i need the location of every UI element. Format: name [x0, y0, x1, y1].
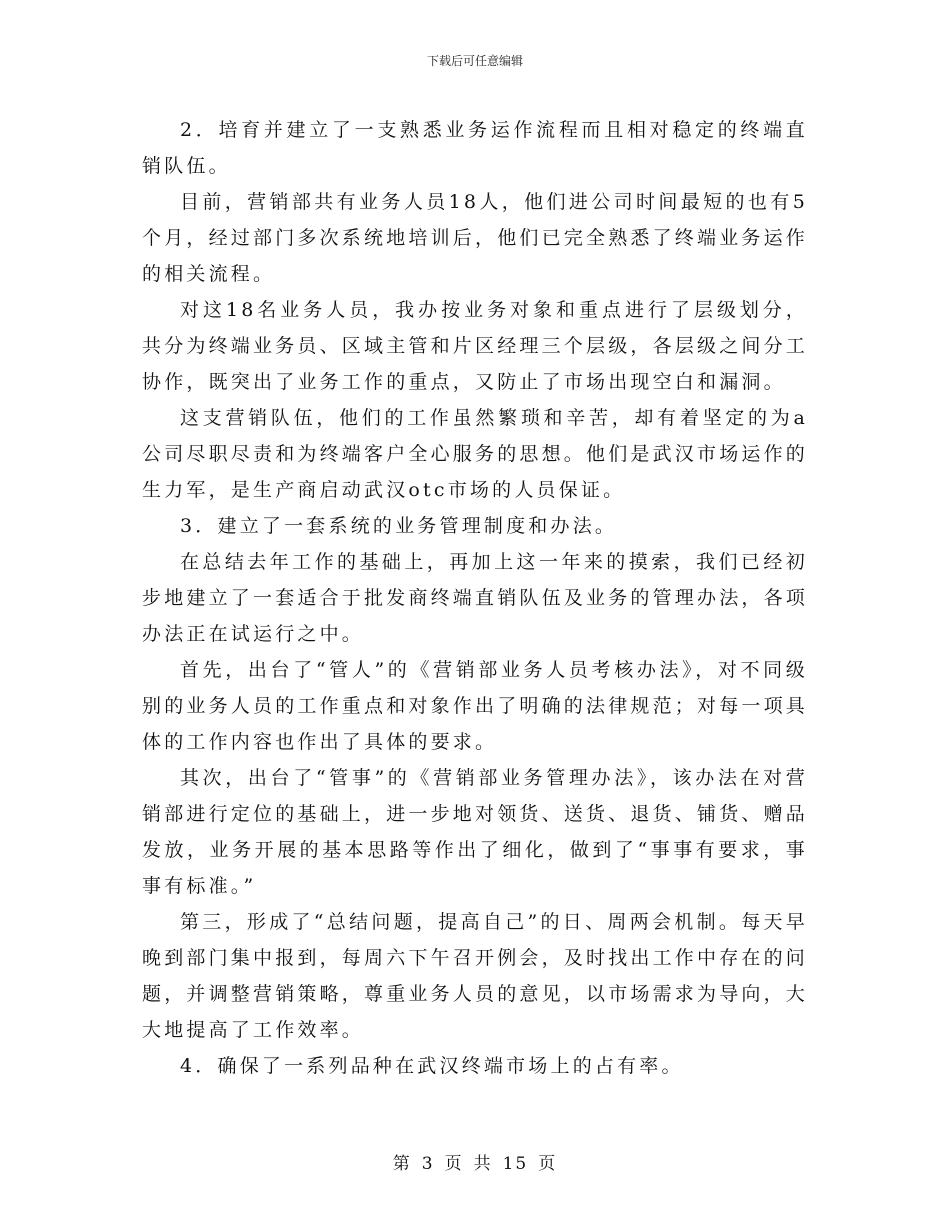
paragraph-first-measure: 首先，出台了“管人”的《营销部业务人员考核办法》，对不同级别的业务人员的工作重点和对象作出了明确的法律规范；对每一项具体的工作内容也作出了具体的要求。 [142, 659, 809, 753]
paragraph-team-spirit: 这支营销队伍，他们的工作虽然繁琐和辛苦，却有着坚定的为a公司尽职尽责和为终端客户全心服务的思想。他们是武汉市场运作的生力军，是生产商启动武汉otc市场的人员保证。 [142, 407, 809, 501]
paragraph-second-measure: 其次，出台了“管事”的《营销部业务管理办法》，该办法在对营销部进行定位的基础上，进一步地对领货、送货、退货、铺货、赠品发放，业务开展的基本思路等作出了细化，做到了“事事有要求，事事有标准。” [142, 767, 809, 897]
paragraph-section-4-heading: 4．确保了一系列品种在武汉终端市场上的占有率。 [180, 1055, 684, 1077]
paragraph-section-2-heading: 2．培育并建立了一支熟悉业务运作流程而且相对稳定的终端直销队伍。 [142, 119, 808, 177]
paragraph-section-3-heading: 3．建立了一套系统的业务管理制度和办法。 [180, 515, 618, 537]
paragraph-team-size: 目前，营销部共有业务人员18人，他们进公司时间最短的也有5个月，经过部门多次系统地培训后，他们已完全熟悉了终端业务运作的相关流程。 [142, 191, 809, 285]
paragraph-third-measure: 第三，形成了“总结问题，提高自己”的日、周两会机制。每天早晚到部门集中报到，每周六下午召开例会，及时找出工作中存在的问题，并调整营销策略，尊重业务人员的意见，以市场需求为导向，大大地提高了工作效率。 [142, 911, 809, 1041]
paragraph-team-levels: 对这18名业务人员，我办按业务对象和重点进行了层级划分，共分为终端业务员、区域主管和片区经理三个层级，各层级之间分工协作，既突出了业务工作的重点，又防止了市场出现空白和漏洞。 [142, 299, 809, 393]
footer-prefix: 第 [392, 1154, 412, 1174]
footer-current-page: 3 [421, 1154, 435, 1174]
document-body [142, 112, 808, 1084]
page-header: 下载后可任意编辑 [426, 54, 523, 68]
page-footer [0, 1152, 950, 1176]
paragraph-management-methods: 在总结去年工作的基础上，再加上这一年来的摸索，我们已经初步地建立了一套适合于批发商终端直销队伍及业务的管理办法，各项办法正在试运行之中。 [142, 551, 809, 645]
footer-suffix: 页 [538, 1154, 558, 1174]
footer-total-pages: 15 [502, 1154, 529, 1174]
footer-page-label: 页 [444, 1154, 464, 1174]
footer-total-label: 共 [473, 1154, 493, 1174]
